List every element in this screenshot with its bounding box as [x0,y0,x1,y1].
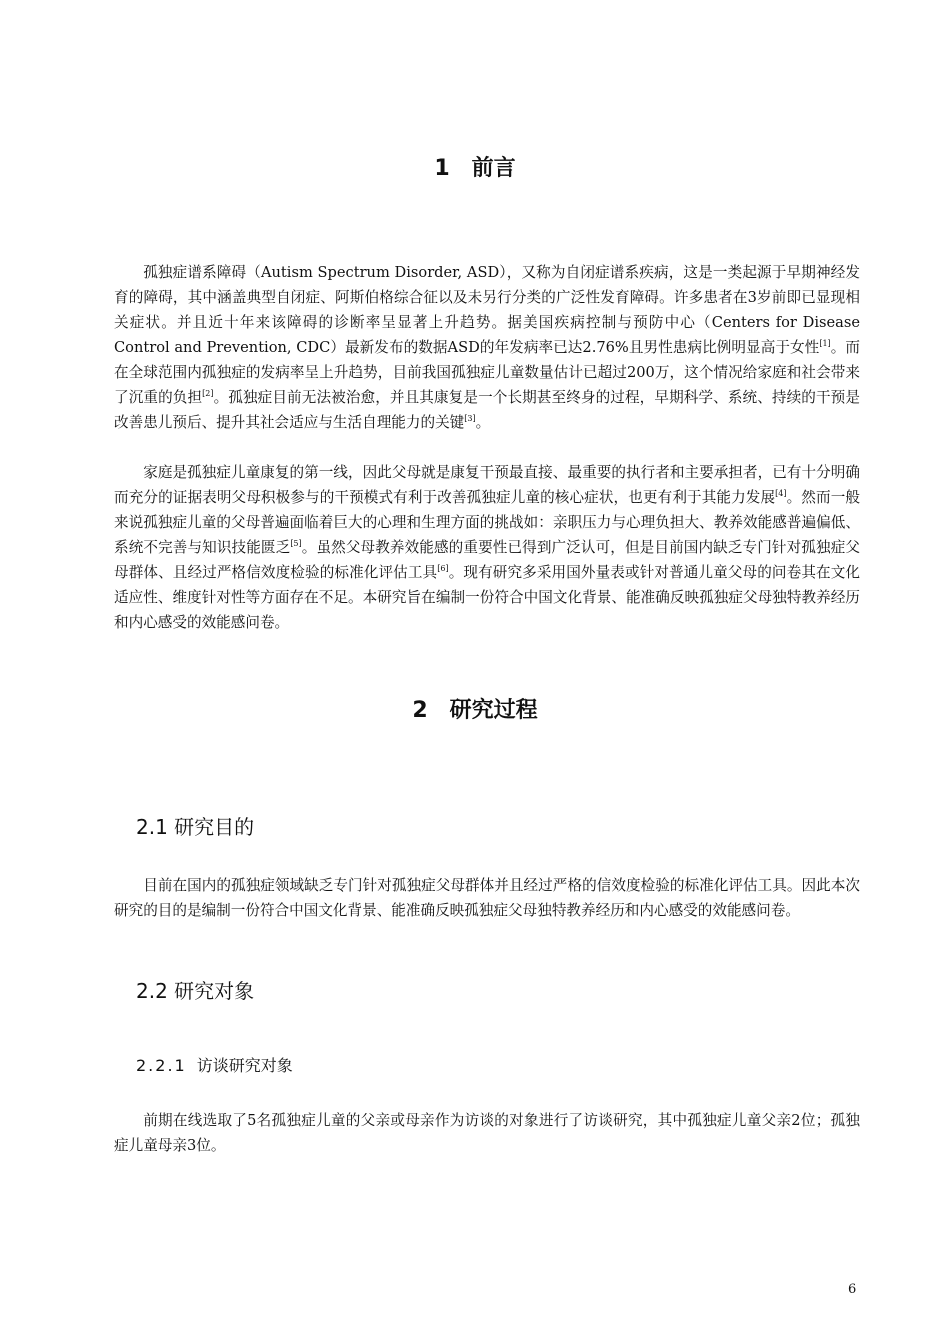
text-run: 家庭是孤独症儿童康复的第一线，因此父母就是康复干预最直接、最重要的执行者和主要承担者，已有十分明确而充分的证据表明父母积极参与的干预模式有利于改善孤独症儿童的核心症状，也更有利于其能力发展 [114,464,860,506]
citation-ref: [3] [464,414,476,424]
text-run: 。然而一般来说孤独症儿童的父母普遍面临着巨大的心理和生理方面的挑战如：亲职压力与心理负担大、教养效能感普遍偏低、系统不完善与知识技能匮乏 [114,489,860,556]
citation-ref: [6] [437,564,449,574]
citation-ref: [1] [819,339,831,349]
section-1-title: 前言 [471,156,516,181]
section-2-title: 研究过程 [449,698,538,723]
text-run: 。虽然父母教养效能感的重要性已得到广泛认可，但是目前国内缺乏专门针对孤独症父母群体、且经过严格信效度检验的标准化评估工具 [114,539,860,581]
section-2-number: 2 [412,698,428,723]
interview-subjects-paragraph: 前期在线选取了5名孤独症儿童的父亲或母亲作为访谈的对象进行了访谈研究，其中孤独症儿童父亲2位；孤独症儿童母亲3位。 [114,1112,860,1154]
section-2-heading [0,696,950,726]
page-number: 6 [848,1282,857,1297]
subsection-2-2-1-number: 2.2.1 [136,1056,187,1075]
section-1-heading [0,154,950,184]
subsection-2-2-1-title: 访谈研究对象 [196,1056,293,1075]
citation-ref: [4] [775,489,787,499]
subsection-2-2-1-heading [136,1054,293,1078]
research-purpose-paragraph: 目前在国内的孤独症领域缺乏专门针对孤独症父母群体并且经过严格的信效度检验的标准化评估工具。因此本次研究的目的是编制一份符合中国文化背景、能准确反映孤独症父母独特教养经历和内心感受的效能感问卷。 [114,877,860,919]
citation-ref: [2] [202,389,214,399]
intro-paragraph-2 [114,460,860,635]
citation-ref: [5] [290,539,302,549]
subsection-2-1-heading: 2.1 研究目的 [136,815,255,839]
text-run: 孤独症谱系障碍（Autism Spectrum Disorder, ASD），又称为自闭症谱系疾病，这是一类起源于早期神经发育的障碍，其中涵盖典型自闭症、阿斯伯格综合征以及未另行分类的广泛性发育障碍。许多患者在3岁前即已显现相关症状。并且近十年来该障碍的诊断率呈显著上升趋势。据美国疾病控制与预防中心（Centers for Disease Control and Prevention, CDC）最新发布的数据ASD的年发病率已达2.76%且男性患病比例明显高于女性 [114,264,860,356]
text-run: 。孤独症目前无法被治愈，并且其康复是一个长期甚至终身的过程，早期科学、系统、持续的干预是改善患儿预后、提升其社会适应与生活自理能力的关键 [114,389,860,431]
text-run: 。现有研究多采用国外量表或针对普通儿童父母的问卷其在文化适应性、维度针对性等方面存在不足。本研究旨在编制一份符合中国文化背景、能准确反映孤独症父母独特教养经历和内心感受的效能感问卷。 [114,564,860,631]
text-run: 。 [475,414,491,431]
section-1-number: 1 [434,156,450,181]
subsection-2-2-heading: 2.2 研究对象 [136,979,255,1003]
intro-paragraph-1 [114,260,860,435]
text-run: 。而在全球范围内孤独症的发病率呈上升趋势，目前我国孤独症儿童数量估计已超过200万，这个情况给家庭和社会带来了沉重的负担 [114,339,860,406]
